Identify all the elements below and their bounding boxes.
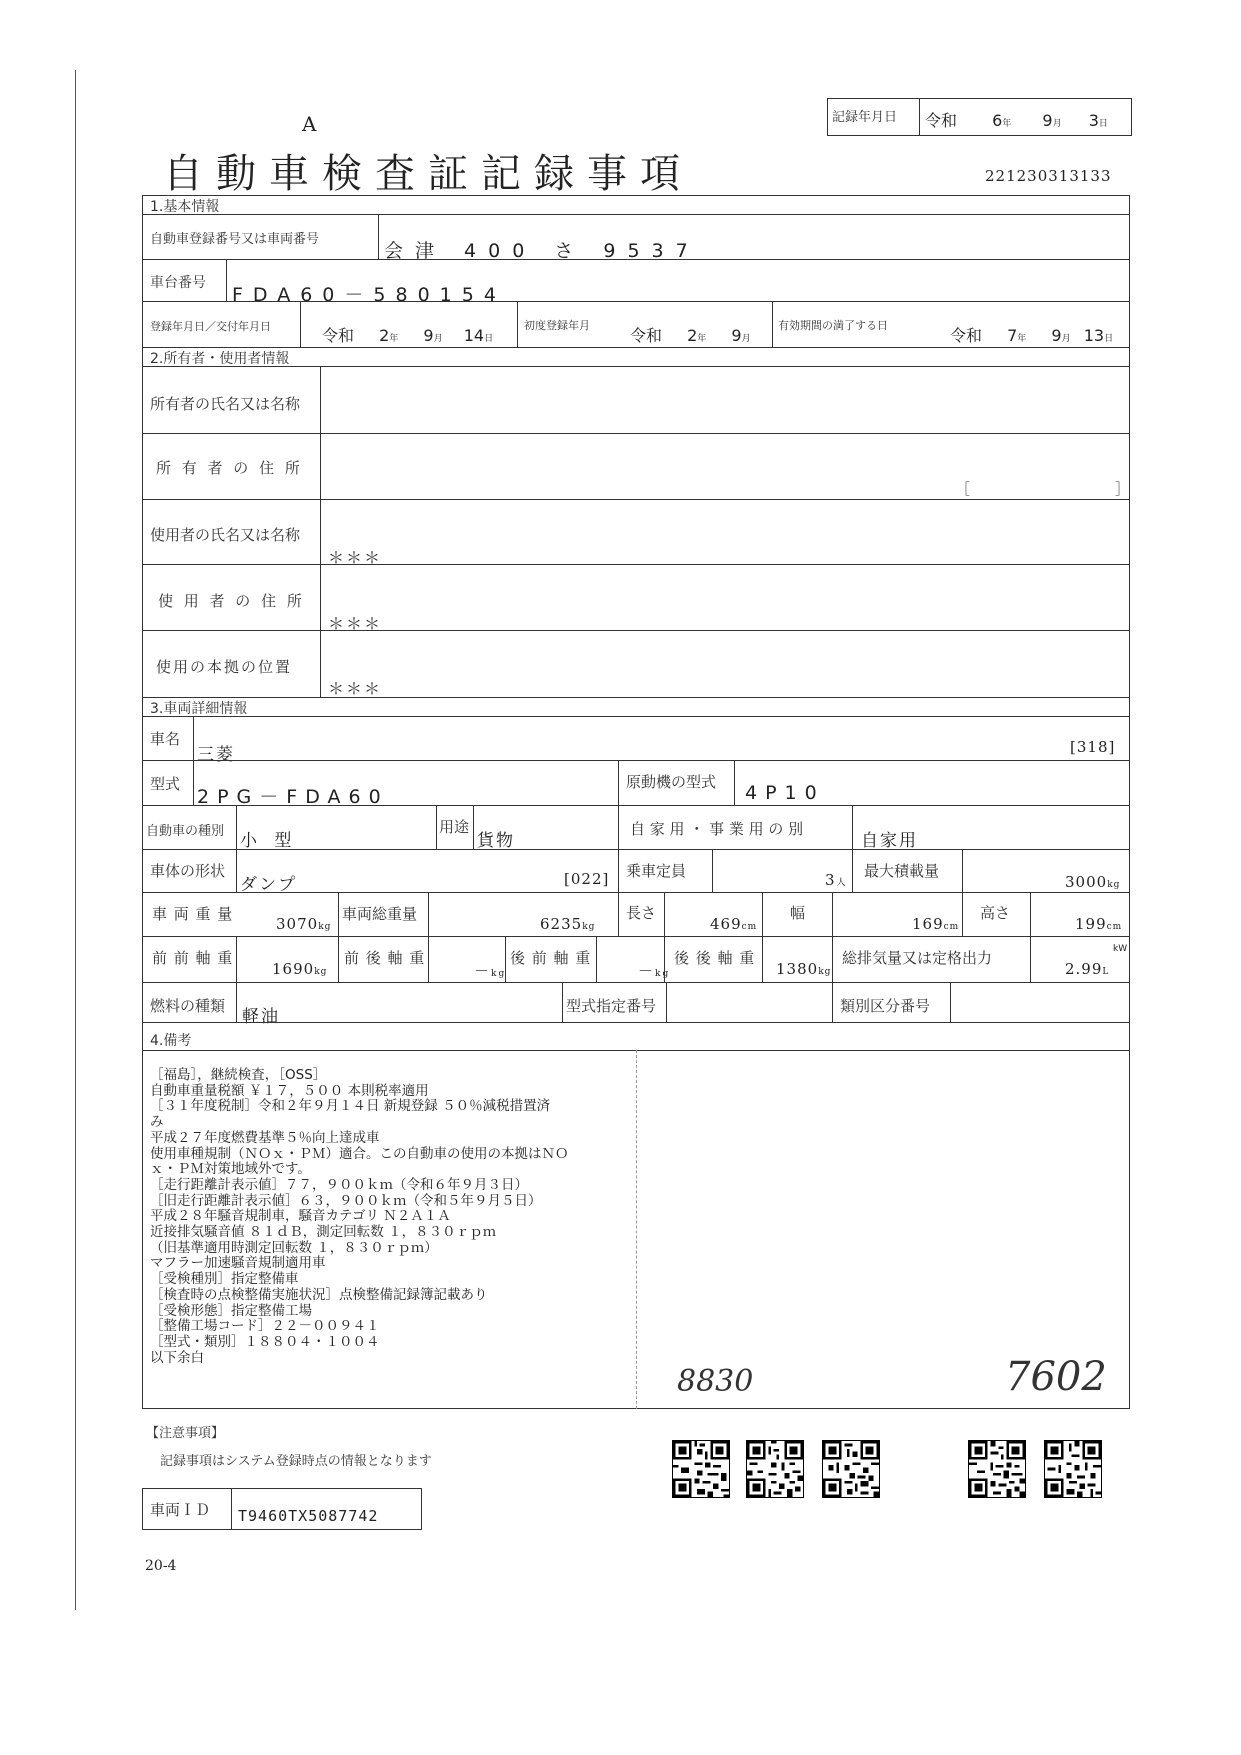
use-value: 貨物 (477, 831, 515, 851)
page-title: 自動車検査証記録事項 (163, 151, 693, 197)
maxload-value: 3000kg (1065, 873, 1121, 891)
doc-number: 221230313133 (985, 167, 1112, 185)
disp-unit-kw: kW (1113, 944, 1128, 954)
firstreg-value: 令和 2年 9月 (630, 326, 751, 345)
firstreg-label: 初度登録年月 (524, 319, 590, 332)
handwritten-note-2: 7602 (1005, 1354, 1107, 1400)
notes-title: 【注意事項】 (146, 1426, 225, 1441)
gross-label: 車両総重量 (342, 905, 418, 923)
remark-line: 以下余白 (150, 1349, 204, 1366)
engine-value: 4P10 (745, 782, 825, 804)
rr-axle-value: 1380kg (776, 960, 832, 978)
qr-code-3 (822, 1440, 880, 1498)
notes-text: 記録事項はシステム登録時点の情報となります (160, 1454, 432, 1469)
base-value: ＊＊＊ (328, 679, 383, 698)
remark-line: ［受検種別］指定整備車 (150, 1271, 299, 1288)
owner-name-label: 所有者の氏名又は名称 (150, 395, 301, 413)
height-value: 199cm (1075, 915, 1123, 933)
chassis-value: FDA60－580154 (232, 284, 506, 306)
length-value: 469cm (710, 915, 758, 933)
disp-label: 総排気量又は定格出力 (842, 949, 993, 967)
kind-label: 自動車の種別 (146, 824, 225, 839)
remark-line: 近接排気騒音値 ８１ｄＢ，測定回転数 １，８３０ｒｐｍ (150, 1224, 497, 1241)
remarks-text (150, 1068, 569, 1366)
rf-axle-value: －kg (638, 962, 671, 980)
section-remarks: 4.備考 (150, 1033, 192, 1049)
engine-label: 原動機の型式 (626, 773, 717, 791)
rf-axle-label: 後 前 軸 重 (510, 949, 592, 967)
typeno-label: 型式指定番号 (566, 997, 657, 1015)
fuel-label: 燃料の種類 (150, 997, 226, 1015)
vehicle-id-value: T9460TX5087742 (238, 1507, 379, 1525)
body-label: 車体の形状 (150, 862, 226, 880)
base-label: 使用の本拠の位置 (156, 658, 293, 676)
fuel-value: 軽油 (242, 1007, 280, 1027)
remark-line: ［福島］，継続検査，［OSS］ (150, 1067, 327, 1083)
capacity-label: 乗車定員 (626, 862, 687, 880)
maxload-label: 最大積載量 (864, 862, 940, 880)
remark-line: ［整備工場コード］２２－００９４１ (150, 1318, 380, 1335)
owner-addr-label: 所 有 者 の 住 所 (156, 459, 303, 477)
ff-axle-label: 前 前 軸 重 (152, 949, 234, 967)
expiry-value: 令和 7年 9月 13日 (950, 326, 1114, 345)
remark-line: み (150, 1114, 164, 1131)
remark-line: ［旧走行距離計表示値］６３，９００ｋｍ（令和５年９月５日） (150, 1192, 542, 1209)
section-vehicle: 3.車両詳細情報 (150, 701, 248, 717)
regdate-value: 令和 2年 9月 14日 (322, 326, 494, 345)
disp-value: 2.99L (1065, 960, 1110, 978)
user-name-label: 使用者の氏名又は名称 (150, 526, 301, 544)
remark-line: 自動車重量税額 ￥１７，５００ 本則税率適用 (150, 1082, 429, 1099)
user-addr-value: ＊＊＊ (328, 614, 383, 633)
remark-line: 平成２８年騒音規制車，騒音カテゴリ Ｎ２Ａ１Ａ (150, 1208, 451, 1225)
body-code: [022] (564, 870, 610, 888)
weight-label: 車 両 重 量 (152, 905, 234, 923)
name-value: 三菱 (197, 745, 235, 765)
owner-addr-bracket-open: ［ (955, 480, 971, 498)
user-name-value: ＊＊＊ (328, 548, 383, 567)
qr-code-1 (672, 1440, 730, 1498)
remark-line: 平成２７年度燃費基準５％向上達成車 (150, 1129, 380, 1146)
model-label: 型式 (150, 775, 181, 793)
chassis-label: 車台番号 (150, 275, 206, 291)
width-label: 幅 (790, 904, 806, 922)
record-date: 令和 6年 9月 3日 (925, 111, 1108, 130)
body-value: ダンプ (240, 875, 298, 895)
section-owner: 2.所有者・使用者情報 (150, 351, 290, 367)
width-value: 169cm (912, 915, 960, 933)
weight-value: 3070kg (276, 915, 332, 933)
remark-line: ［３１年度税制］令和２年９月１４日 新規登録 ５０％減税措置済 (150, 1098, 551, 1115)
qr-code-2 (746, 1440, 804, 1498)
remark-line: マフラー加速騒音規制適用車 (150, 1255, 326, 1272)
ff-axle-value: 1690kg (272, 960, 328, 978)
remark-line: ［検査時の点検整備実施状況］点検整備記録簿記載あり (150, 1286, 488, 1303)
remark-line: ｘ・ＰＭ対策地域外です。 (150, 1161, 311, 1178)
classno-label: 類別区分番号 (840, 997, 931, 1015)
handwritten-note-1: 8830 (677, 1364, 754, 1399)
kind-value: 小 型 (240, 831, 298, 851)
length-label: 長さ (626, 904, 657, 922)
remark-line: 使用車種規制（ＮＯｘ・ＰＭ）適合。この自動車の使用の本拠はＮＯ (150, 1145, 569, 1162)
model-value: 2PG－FDA60 (197, 786, 389, 808)
remark-line: ［受検形態］指定整備工場 (150, 1302, 312, 1319)
remark-line: ［走行距離計表示値］７７，９００ｋｍ（令和６年９月３日） (150, 1176, 528, 1193)
use-label: 用途 (439, 818, 470, 836)
rr-axle-label: 後 後 軸 重 (674, 949, 756, 967)
record-date-label: 記録年月日 (832, 110, 898, 125)
page-code: 20-4 (145, 1558, 177, 1574)
capacity-value: 3人 (825, 871, 848, 889)
qr-code-5 (1044, 1440, 1102, 1498)
regdate-label: 登録年月日／交付年月日 (150, 320, 271, 333)
user-addr-label: 使 用 者 の 住 所 (158, 592, 305, 610)
vehicle-id-label: 車両ＩＤ (150, 1501, 211, 1519)
remark-line: ［型式・類別］１８８０４・１００４ (150, 1333, 380, 1350)
form-mark: A (302, 112, 317, 136)
height-label: 高さ (980, 904, 1011, 922)
fr-axle-label: 前 後 軸 重 (344, 949, 426, 967)
section-basic: 1.基本情報 (150, 199, 220, 215)
reg-value: 会津 400 さ 9537 (384, 240, 700, 262)
remark-line: （旧基準適用時測定回転数 １，８３０ｒｐｍ） (150, 1239, 438, 1256)
name-code: [318] (1070, 738, 1116, 756)
priv-value: 自家用 (861, 831, 918, 851)
reg-label: 自動車登録番号又は車両番号 (150, 232, 320, 247)
name-label: 車名 (150, 730, 181, 748)
fr-axle-value: －kg (474, 962, 507, 980)
qr-code-4 (968, 1440, 1026, 1498)
priv-label: 自 家 用 ・ 事 業 用 の 別 (630, 820, 804, 838)
owner-addr-bracket-close: ］ (1115, 480, 1131, 498)
gross-value: 6235kg (540, 915, 596, 933)
expiry-label: 有効期間の満了する日 (778, 319, 888, 332)
left-margin-line (75, 70, 76, 1610)
